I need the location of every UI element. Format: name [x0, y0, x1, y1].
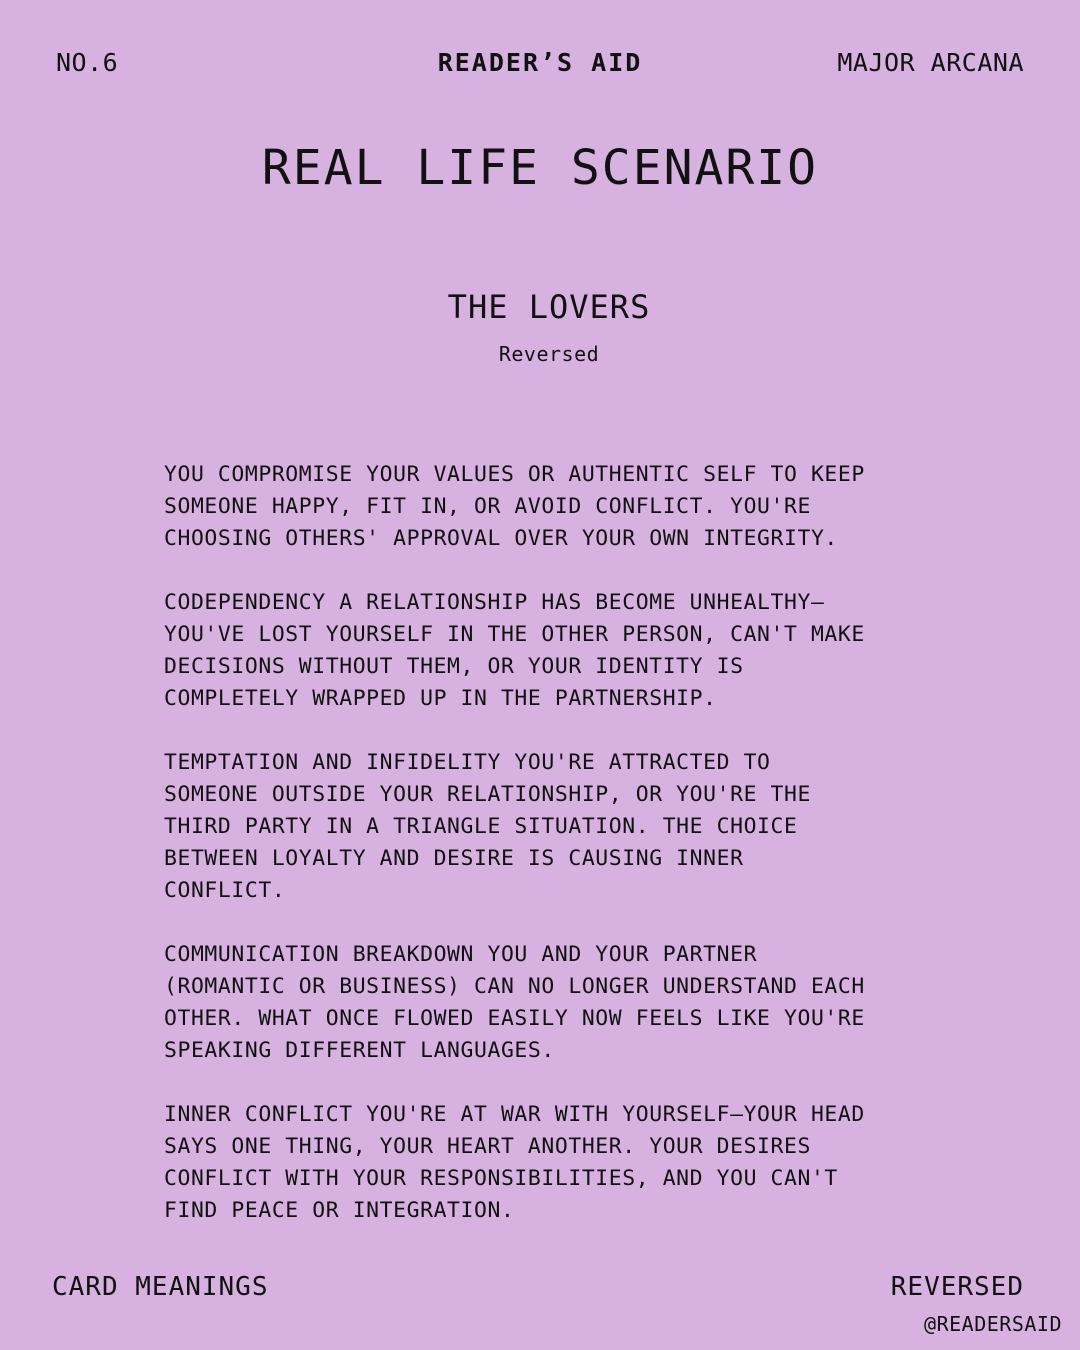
scenario-body	[164, 459, 924, 1259]
paragraph-line: COMPLETELY WRAPPED UP IN THE PARTNERSHIP.	[164, 686, 717, 711]
paragraph-line: YOU'VE LOST YOURSELF IN THE OTHER PERSON, CAN'T MAKE	[164, 622, 865, 647]
scenario-paragraph	[164, 1099, 924, 1227]
paragraph-line: CONFLICT.	[164, 878, 286, 903]
social-handle: @READERSAID	[924, 1312, 1062, 1336]
paragraph-line: (ROMANTIC OR BUSINESS) CAN NO LONGER UNDERSTAND EACH	[164, 974, 865, 999]
paragraph-line: SOMEONE OUTSIDE YOUR RELATIONSHIP, OR YOU'RE THE	[164, 782, 811, 807]
paragraph-line: CONFLICT WITH YOUR RESPONSIBILITIES, AND YOU CAN'T	[164, 1166, 838, 1191]
paragraph-line: THIRD PARTY IN A TRIANGLE SITUATION. THE CHOICE	[164, 814, 798, 839]
paragraph-line: CHOOSING OTHERS' APPROVAL OVER YOUR OWN INTEGRITY.	[164, 526, 838, 551]
paragraph-line: YOU COMPROMISE YOUR VALUES OR AUTHENTIC SELF TO KEEP	[164, 462, 865, 487]
paragraph-line: TEMPTATION AND INFIDELITY YOU'RE ATTRACTED TO	[164, 750, 771, 775]
card-name: THE LOVERS	[447, 288, 651, 326]
scenario-paragraph	[164, 587, 924, 715]
page-title: REAL LIFE SCENARIO	[261, 140, 819, 196]
scenario-paragraph	[164, 939, 924, 1067]
arcana-category: MAJOR ARCANA	[837, 48, 1024, 77]
brand-name: READER’S AID	[437, 48, 643, 77]
scenario-paragraph	[164, 459, 924, 555]
card-orientation: Reversed	[498, 342, 600, 366]
footer-orientation-label: REVERSED	[890, 1272, 1024, 1302]
footer-series-label: CARD MEANINGS	[52, 1272, 269, 1302]
paragraph-line: SAYS ONE THING, YOUR HEART ANOTHER. YOUR DESIRES	[164, 1134, 811, 1159]
paragraph-line: SOMEONE HAPPY, FIT IN, OR AVOID CONFLICT. YOU'RE	[164, 494, 811, 519]
paragraph-line: COMMUNICATION BREAKDOWN YOU AND YOUR PARTNER	[164, 942, 758, 967]
paragraph-line: FIND PEACE OR INTEGRATION.	[164, 1198, 515, 1223]
paragraph-line: CODEPENDENCY A RELATIONSHIP HAS BECOME UNHEALTHY—	[164, 590, 825, 615]
paragraph-line: DECISIONS WITHOUT THEM, OR YOUR IDENTITY IS	[164, 654, 744, 679]
paragraph-line: OTHER. WHAT ONCE FLOWED EASILY NOW FEELS LIKE YOU'RE	[164, 1006, 865, 1031]
paragraph-line: BETWEEN LOYALTY AND DESIRE IS CAUSING INNER	[164, 846, 744, 871]
card-number: NO.6	[56, 48, 119, 77]
paragraph-line: INNER CONFLICT YOU'RE AT WAR WITH YOURSELF—YOUR HEAD	[164, 1102, 865, 1127]
scenario-paragraph	[164, 747, 924, 907]
paragraph-line: SPEAKING DIFFERENT LANGUAGES.	[164, 1038, 555, 1063]
